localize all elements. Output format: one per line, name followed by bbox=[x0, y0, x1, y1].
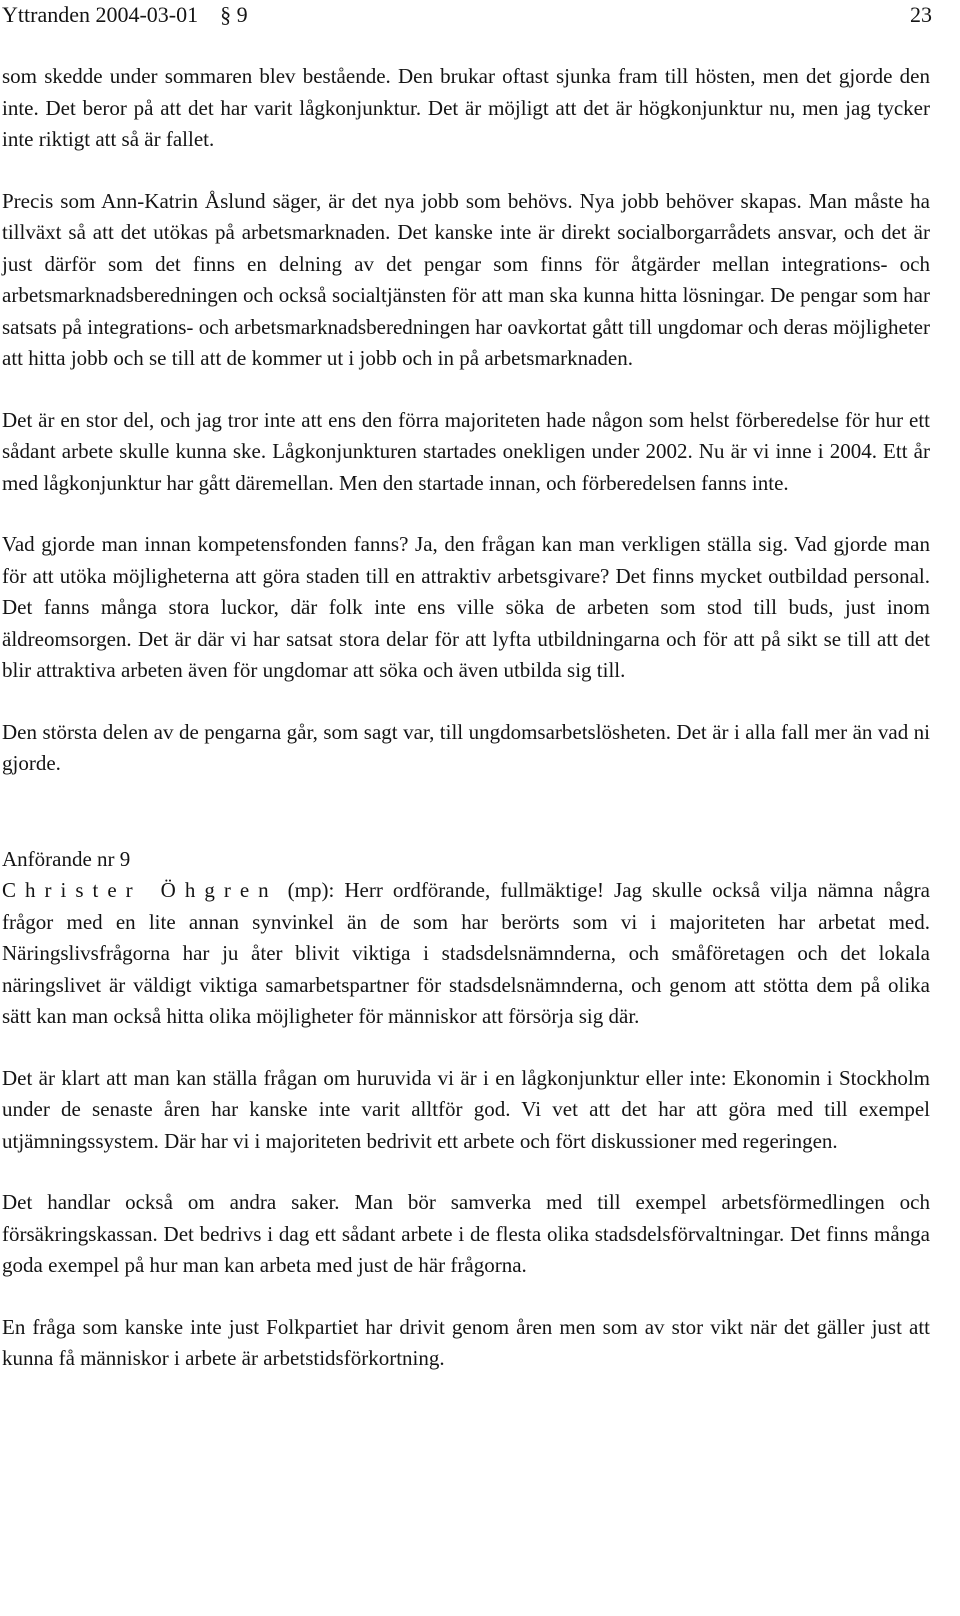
paragraph-5: Den största delen av de pengarna går, som sagt var, till ungdomsarbetslösheten. Det är i alla fall mer än vad ni gjorde. bbox=[2, 719, 930, 775]
page-header bbox=[2, 0, 932, 30]
paragraph-9: En fråga som kanske inte just Folkpartiet har drivit genom åren men som av stor vikt när det gäller just att kunna få människor i arbete är arbetstidsförkortning. bbox=[2, 1314, 930, 1370]
page-number: 23 bbox=[910, 2, 932, 27]
paragraph-1: som skedde under sommaren blev bestående. Den brukar oftast sjunka fram till hösten, men det gjorde den inte. Det beror på att det har varit lågkonjunktur. Det är möjligt att det är högkonjunktur nu, men jag tycker inte riktigt att så är fallet. bbox=[2, 64, 930, 151]
paragraph-8: Det handlar också om andra saker. Man bör samverka med till exempel arbetsförmedlingen och försäkringskassan. Det bedrivs i dag ett sådant arbete i de flesta olika stadsdelsförvaltningar. Det finns många goda exempel på hur man kan arbeta med just de här frågorna. bbox=[2, 1190, 930, 1277]
section-title: Anförande nr 9 bbox=[2, 846, 131, 871]
document-body bbox=[2, 61, 930, 1375]
paragraph-2: Precis som Ann-Katrin Åslund säger, är det nya jobb som behövs. Nya jobb behöver skapas. Man måste ha tillväxt så att det utökas på arbetsmarknaden. Det kanske inte är direkt socialborgarrådets ansvar, och det är just därför som det finns en delning av det pengar som finns för åtgärder mellan integrations- och arbetsmarknadsberedningen och också socialtjänsten för att man ska kunna hitta lösningar. De pengar som har satsats på integrations- och arbetsmarknadsberedningen har oavkortat gått till ungdomar och deras möjligheter att hitta jobb och se till att de kommer ut i jobb och in på arbetsmarknaden. bbox=[2, 188, 930, 370]
paragraph-6 bbox=[2, 875, 930, 1033]
speaker-statement: (mp): Herr ordförande, fullmäktige! Jag skulle också vilja nämna några frågor med en lite annan synvinkel än de som har berörts som vi i majoriteten har arbetat med. Näringslivsfrågorna har ju åter blivit viktiga i stadsdelsnämnderna, och småföretagen och det lokala näringslivet är väldigt viktiga samarbetspartner för stadsdelsnämnderna, och genom att stötta dem på olika sätt kan man också hitta olika möjligheter för människor att försörja sig där. bbox=[2, 878, 930, 1028]
speaker-name: Christer Öhgren bbox=[2, 878, 278, 902]
section-gap bbox=[2, 780, 930, 844]
paragraph-4: Vad gjorde man innan kompetensfonden fanns? Ja, den frågan kan man verkligen ställa sig. Vad gjorde man för att utöka möjligheterna att göra staden till en attraktiv arbetsgivare? Det finns mycket outbildad personal. Det fanns många stora luckor, där folk inte ens ville söka de arbeten som stod till buds, just inom äldreomsorgen. Det är där vi har satsat stora delar för att lyfta utbildningarna och för att på sikt se till att det blir attraktiva arbeten även för ungdomar att söka och även utbilda sig till. bbox=[2, 532, 930, 682]
paragraph-3: Det är en stor del, och jag tror inte att ens den förra majoriteten hade någon som helst förberedelse för hur ett sådant arbete skulle kunna ske. Lågkonjunkturen startades onekligen under 2002. Nu är vi inne i 2004. Ett år med lågkonjunktur har gått däremellan. Men den startade innan, och förberedelsen fanns inte. bbox=[2, 407, 930, 495]
paragraph-7: Det är klart att man kan ställa frågan om huruvida vi är i en lågkonjunktur eller inte: Ekonomin i Stockholm under de senaste åren har kanske inte varit alltför god. Vi vet att det har att göra med till exempel utjämningssystem. Där har vi i majoriteten bedrivit ett arbete och fört diskussioner med regeringen. bbox=[2, 1065, 930, 1153]
header-date-section: Yttranden 2004-03-01 § 9 bbox=[2, 2, 248, 27]
